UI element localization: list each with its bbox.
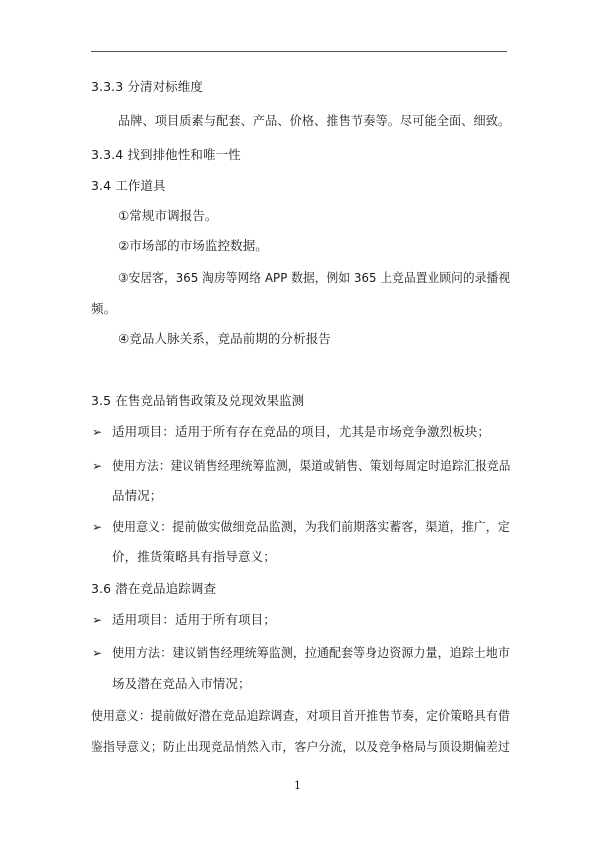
paragraph-dimensions: 品牌、项目质素与配套、产品、价格、推售节奏等。尽可能全面、细致。 xyxy=(118,113,511,128)
bullet-3-6-method: 使用方法：建议销售经理统筹监测，拉通配套等身边资源力量，追踪土地市 xyxy=(112,645,510,660)
heading-3-6: 3.6 潜在竞品追踪调查 xyxy=(91,581,217,596)
header-rule xyxy=(91,51,507,52)
bullet-arrow-icon: ➢ xyxy=(92,425,103,439)
bullet-3-5-significance: 使用意义：提前做实做细竞品监测，为我们前期落实蓄客，渠道，推广，定 xyxy=(112,519,510,534)
tool-item-2: ②市场部的市场监控数据。 xyxy=(118,238,268,253)
bullet-3-6-applicable: 适用项目：适用于所有项目； xyxy=(112,612,276,627)
paragraph-3-6-significance: 使用意义：提前做好潜在竞品追踪调查，对项目首开推售节奏，定价策略具有借 xyxy=(91,708,510,723)
paragraph-3-6-significance-cont: 鉴指导意义；防止出现竞品悄然入市，客户分流，以及竞争格局与顶设期偏差过 xyxy=(91,739,510,754)
bullet-3-6-method-cont: 场及潜在竞品入市情况； xyxy=(112,676,251,691)
tool-item-1: ①常规市调报告。 xyxy=(118,208,218,223)
heading-3-3-3: 3.3.3 分清对标维度 xyxy=(91,79,203,94)
bullet-3-5-method-cont: 品情况； xyxy=(112,488,163,503)
heading-3-3-4: 3.3.4 找到排他性和唯一性 xyxy=(91,147,241,162)
bullet-arrow-icon: ➢ xyxy=(92,646,103,660)
bullet-3-5-method: 使用方法：建议销售经理统筹监测，渠道或销售、策划每周定时追踪汇报竞品 xyxy=(112,458,511,473)
bullet-arrow-icon: ➢ xyxy=(92,520,103,534)
bullet-arrow-icon: ➢ xyxy=(92,459,103,473)
heading-3-4: 3.4 工作道具 xyxy=(91,178,166,193)
tool-item-3: ③安居客，365 淘房等网络 APP 数据，例如 365 上竞品置业顾问的录播视 xyxy=(118,270,511,285)
tool-item-4: ④竞品人脉关系，竞品前期的分析报告 xyxy=(118,331,331,346)
tool-item-3-cont: 频。 xyxy=(91,301,117,316)
bullet-arrow-icon: ➢ xyxy=(92,613,103,627)
page-number: 1 xyxy=(294,779,301,792)
bullet-3-5-applicable: 适用项目：适用于所有存在竞品的项目，尤其是市场竞争激烈板块； xyxy=(112,424,491,439)
heading-3-5: 3.5 在售竞品销售政策及兑现效果监测 xyxy=(91,393,305,408)
bullet-3-5-significance-cont: 价，推货策略具有指导意义； xyxy=(112,549,276,564)
